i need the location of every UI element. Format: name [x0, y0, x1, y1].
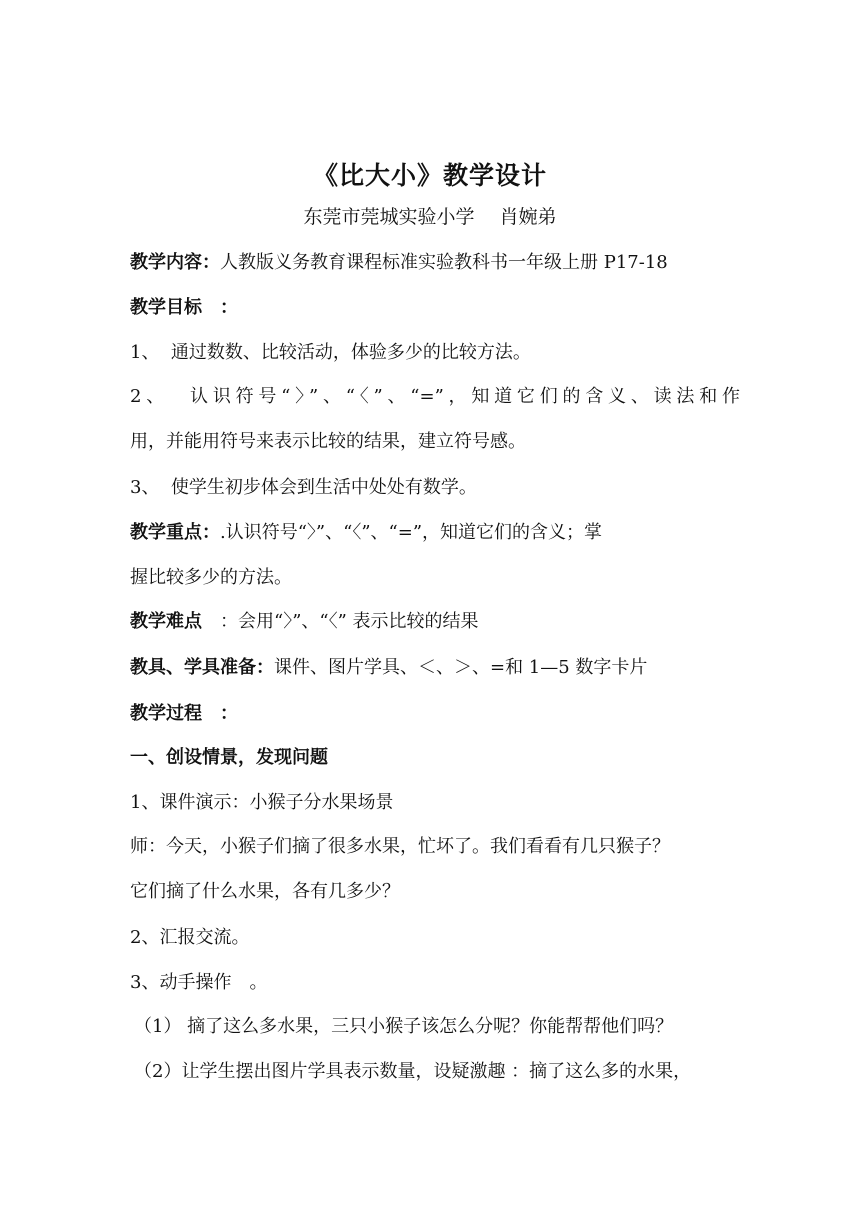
paragraph-line: 3、动手操作 。: [130, 972, 268, 993]
teaching-content-text: 人教版义务教育课程标准实验教科书一年级上册 P17-18: [220, 252, 668, 273]
key-points-continuation: 握比较多少的方法。: [130, 567, 292, 588]
difficulty-line: [130, 610, 740, 634]
document-author: 东莞市莞城实验小学 肖婉弟: [303, 206, 557, 228]
paragraph-line: （1） 摘了这么多水果，三只小猴子该怎么分呢？你能帮帮他们吗？: [134, 1016, 674, 1037]
goal-item: 1、 通过数数、比较活动，体验多少的比较方法。: [130, 342, 531, 363]
paragraph-line: 1、课件演示：小猴子分水果场景: [130, 792, 394, 813]
goal-item: 3、 使学生初步体会到生活中处处有数学。: [130, 477, 477, 498]
section-heading: 一、创设情景，发现问题: [130, 747, 328, 768]
teaching-content-line: [130, 251, 740, 275]
teaching-content-label: 教学内容：: [130, 252, 220, 273]
paragraph-line: 师：今天，小猴子们摘了很多水果，忙坏了。我们看看有几只猴子？: [130, 836, 670, 857]
paragraph-line: （2）让学生摆出图片学具表示数量，设疑激趣 ：摘了这么多的水果，: [134, 1061, 692, 1082]
process-heading: 教学过程 ：: [130, 703, 238, 724]
paragraph-line: 2、汇报交流。: [130, 927, 250, 948]
goal-item: 2、 认识符号“〉”、“〈”、“=”，知道它们的含义、读法和作: [130, 386, 740, 407]
paragraph-line: 它们摘了什么水果，各有几多少？: [130, 881, 400, 902]
key-points-text: .认识符号“〉”、“〈”、“=”，知道它们的含义；掌: [220, 522, 603, 543]
materials-text: 课件、图片学具、＜、＞、=和 1—5 数字卡片: [274, 657, 648, 678]
difficulty-text: ：会用“〉”、“〈” 表示比较的结果: [220, 611, 479, 632]
key-points-line: [130, 521, 740, 545]
difficulty-label: 教学难点: [130, 611, 220, 632]
document-title: 《比大小》教学设计: [312, 161, 547, 190]
materials-label: 教具、学具准备：: [130, 657, 274, 678]
goal-item-continuation: 用，并能用符号来表示比较的结果，建立符号感。: [130, 431, 526, 452]
goals-heading: 教学目标 ：: [130, 297, 238, 318]
materials-line: [130, 656, 740, 680]
key-points-label: 教学重点：: [130, 522, 220, 543]
